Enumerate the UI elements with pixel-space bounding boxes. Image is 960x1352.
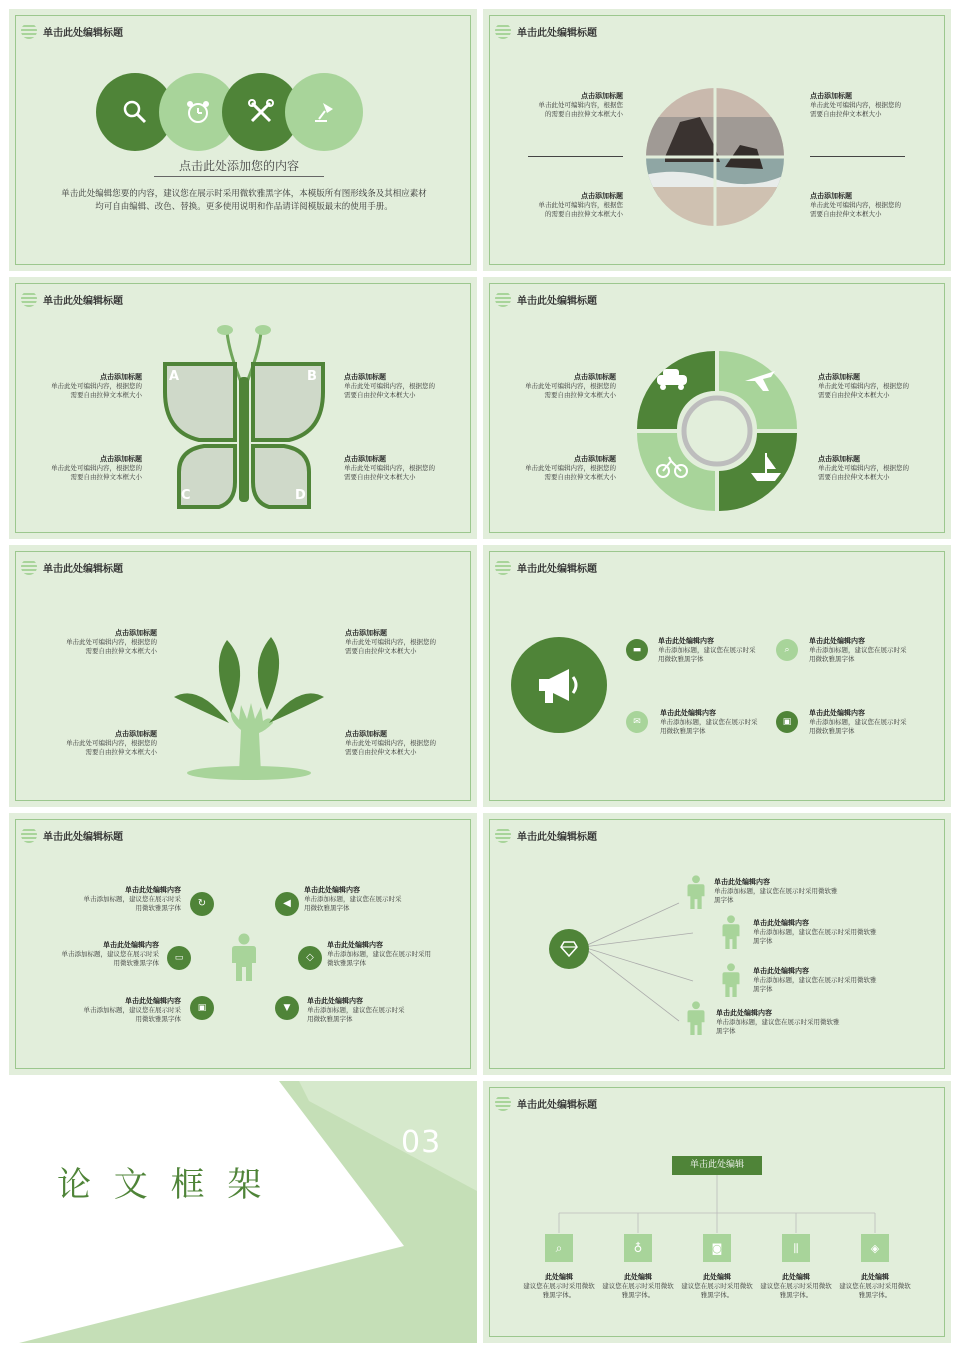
slide-6[interactable] [483, 545, 951, 807]
tag-icon: ◈ [861, 1234, 889, 1262]
org-connector-lines [483, 1175, 951, 1235]
slide-title: 单击此处编辑标题 [495, 1095, 597, 1111]
text-block: 单击此处编辑内容 单击添加标题，建议您在展示时采用微软雅黑字体 [809, 637, 907, 663]
slide-title: 单击此处编辑标题 [495, 827, 597, 843]
title-bullet-icon [21, 23, 37, 39]
text-block: 点击添加标题 单击此处可编辑内容，根据您的需要自由拉伸文本框大小 [810, 92, 901, 118]
text-block: 点击添加标题 单击此处可编辑内容，根据您的需要自由拉伸文本框大小 [66, 629, 157, 655]
bag-icon: ▣ [776, 711, 798, 733]
slide-5[interactable] [9, 545, 477, 807]
section-number: 03 [401, 1125, 442, 1160]
sliders-icon: ⫼ [782, 1234, 810, 1262]
org-header-box: 单击此处编辑 [672, 1156, 762, 1175]
transport-quad-diagram [635, 349, 799, 513]
text-block: 此处编辑 建议您在展示时采用微软雅黑字体。 [681, 1273, 753, 1299]
text-block: 单击此处编辑内容 单击添加标题，建议您在展示时采用微软雅黑字体 [658, 637, 756, 663]
text-block: 点击添加标题 单击此处可编辑内容，根据您的需要自由拉伸文本框大小 [345, 629, 436, 655]
text-block: 此处编辑 建议您在展示时采用微软雅黑字体。 [839, 1273, 911, 1299]
slide-1[interactable] [9, 9, 477, 271]
text-block: 点击添加标题 单击此处可编辑内容，根据您的需要自由拉伸文本框大小 [344, 455, 435, 481]
megaphone-icon [511, 637, 607, 733]
person-icon [721, 963, 741, 1001]
text-block: 点击添加标题 单击此处可编辑内容，根据您的需要自由拉伸文本框大小 [345, 730, 436, 756]
search-icon: ⌕ [545, 1234, 573, 1262]
slide-9-section-cover[interactable] [9, 1081, 477, 1343]
text-block: 点击添加标题 单击此处可编辑内容，根据您的需要自由拉伸文本框大小 [818, 373, 909, 399]
text-block: 单击此处编辑内容 单击添加标题，建议您在展示时采用微软雅黑字体 [809, 709, 907, 735]
body-text: 单击此处编辑您要的内容，建议您在展示时采用微软雅黑字体，本模版所有图形线条及其相应素材均可自由编辑、改色、替换。更多使用说明和作品请详阅模版最末的使用手册。 [61, 189, 427, 212]
slide-10[interactable] [483, 1081, 951, 1343]
slide-7[interactable] [9, 813, 477, 1075]
person-icon [686, 875, 706, 913]
wing-label-c: C [181, 488, 191, 503]
diamond-icon: ◇ [298, 946, 322, 970]
text-block: 单击此处编辑内容 单击添加标题，建议您在展示时采用微软雅黑字体 [83, 997, 181, 1023]
text-block: 单击此处编辑内容 单击添加标题，建议您在展示时采用微软雅黑字体 [714, 878, 838, 904]
slide-4[interactable] [483, 277, 951, 539]
person-icon [721, 915, 741, 953]
slide-title: 单击此处编辑标题 [495, 291, 597, 307]
text-block: 单击此处编辑内容 单击添加标题，建议您在展示时采用微软雅黑字体 [753, 919, 877, 945]
cover-background-shapes [9, 1081, 477, 1343]
text-block: 点击添加标题 单击此处可编辑内容，根据您的需要自由拉伸文本框大小 [51, 373, 142, 399]
text-block: 此处编辑 建议您在展示时采用微软雅黑字体。 [602, 1273, 674, 1299]
slide-8[interactable] [483, 813, 951, 1075]
megaphone-icon: ◀ [275, 892, 299, 916]
slide-title: 单击此处编辑标题 [21, 559, 123, 575]
text-block: 单击此处编辑内容 单击添加标题，建议您在展示时采用微软雅黑字体 [753, 967, 877, 993]
wing-label-d: D [295, 488, 306, 503]
mail-icon: ✉ [626, 711, 648, 733]
camera-icon: ◙ [703, 1234, 731, 1262]
text-block: 点击添加标题 单击此处可编辑内容，根据您的需要自由拉伸文本框大小 [525, 373, 616, 399]
title-bullet-icon [21, 827, 37, 843]
butterfly-icon [159, 322, 329, 512]
slide-title: 单击此处编辑标题 [495, 559, 597, 575]
person-icon [686, 1001, 706, 1039]
title-bullet-icon [21, 291, 37, 307]
text-block: 点击添加标题 单击此处可编辑内容，根据您的需要自由拉伸文本框大小 [66, 730, 157, 756]
wing-label-a: A [169, 369, 180, 384]
text-block: 点击添加标题 单击此处可编辑内容，根据您的需要自由拉伸文本框大小 [525, 455, 616, 481]
text-block: 单击此处编辑内容 单击添加标题，建议您在展示时采用微软雅黑字体 [304, 886, 402, 912]
title-bullet-icon [495, 827, 511, 843]
lightbulb-icon: ♁ [624, 1234, 652, 1262]
diamond-icon [549, 929, 589, 969]
slide-title: 单击此处编辑标题 [21, 23, 123, 39]
title-bullet-icon [495, 291, 511, 307]
ocean-photo-circle [645, 87, 785, 227]
slide-title: 单击此处编辑标题 [495, 23, 597, 39]
search-icon: ⌕ [776, 639, 798, 661]
text-block: 点击添加标题 单击此处可编辑内容，根据您的需要自由拉伸文本框大小 [538, 92, 623, 118]
person-icon [230, 933, 258, 981]
slide-subtitle: 点击此处添加您的内容 [154, 157, 324, 177]
wing-label-b: B [307, 369, 317, 384]
text-block: 点击添加标题 单击此处可编辑内容，根据您的需要自由拉伸文本框大小 [51, 455, 142, 481]
section-title: 论 文 框 架 [57, 1165, 268, 1205]
text-block: 单击此处编辑内容 单击添加标题，建议您在展示时采用微软雅黑字体 [660, 709, 758, 735]
title-bullet-icon [21, 559, 37, 575]
slide-3[interactable] [9, 277, 477, 539]
title-bullet-icon [495, 23, 511, 39]
connector-lines [583, 893, 703, 1043]
card-icon: ▬ [626, 639, 648, 661]
refresh-icon: ↻ [190, 892, 214, 916]
text-block: 此处编辑 建议您在展示时采用微软雅黑字体。 [523, 1273, 595, 1299]
text-block: 单击此处编辑内容 单击添加标题，建议您在展示时采用微软雅黑字体 [716, 1009, 840, 1035]
title-bullet-icon [495, 1095, 511, 1111]
bag-icon: ▣ [190, 996, 214, 1020]
text-block: 单击此处编辑内容 单击添加标题，建议您在展示时采用微软雅黑字体 [61, 941, 159, 967]
laptop-icon: ▭ [167, 946, 191, 970]
text-block: 点击添加标题 单击此处可编辑内容，根据您的需要自由拉伸文本框大小 [818, 455, 909, 481]
slide-title: 单击此处编辑标题 [21, 291, 123, 307]
slide-title: 单击此处编辑标题 [21, 827, 123, 843]
divider-right [810, 156, 905, 157]
divider-left [528, 156, 623, 157]
text-block: 点击添加标题 单击此处可编辑内容，根据您的需要自由拉伸文本框大小 [810, 192, 901, 218]
title-bullet-icon [495, 559, 511, 575]
text-block: 单击此处编辑内容 单击添加标题，建议您在展示时采用微软雅黑字体 [307, 997, 405, 1023]
tree-hand-icon [169, 635, 329, 780]
text-block: 点击添加标题 单击此处可编辑内容，根据您的需要自由拉伸文本框大小 [538, 192, 623, 218]
slide-2[interactable] [483, 9, 951, 271]
text-block: 点击添加标题 单击此处可编辑内容，根据您的需要自由拉伸文本框大小 [344, 373, 435, 399]
text-block: 单击此处编辑内容 单击添加标题，建议您在展示时采用微软雅黑字体 [83, 886, 181, 912]
text-block: 此处编辑 建议您在展示时采用微软雅黑字体。 [760, 1273, 832, 1299]
cart-icon: ▼ [275, 996, 299, 1020]
lamp-icon [285, 73, 363, 151]
text-block: 单击此处编辑内容 单击添加标题，建议您在展示时采用微软雅黑字体 [327, 941, 431, 967]
